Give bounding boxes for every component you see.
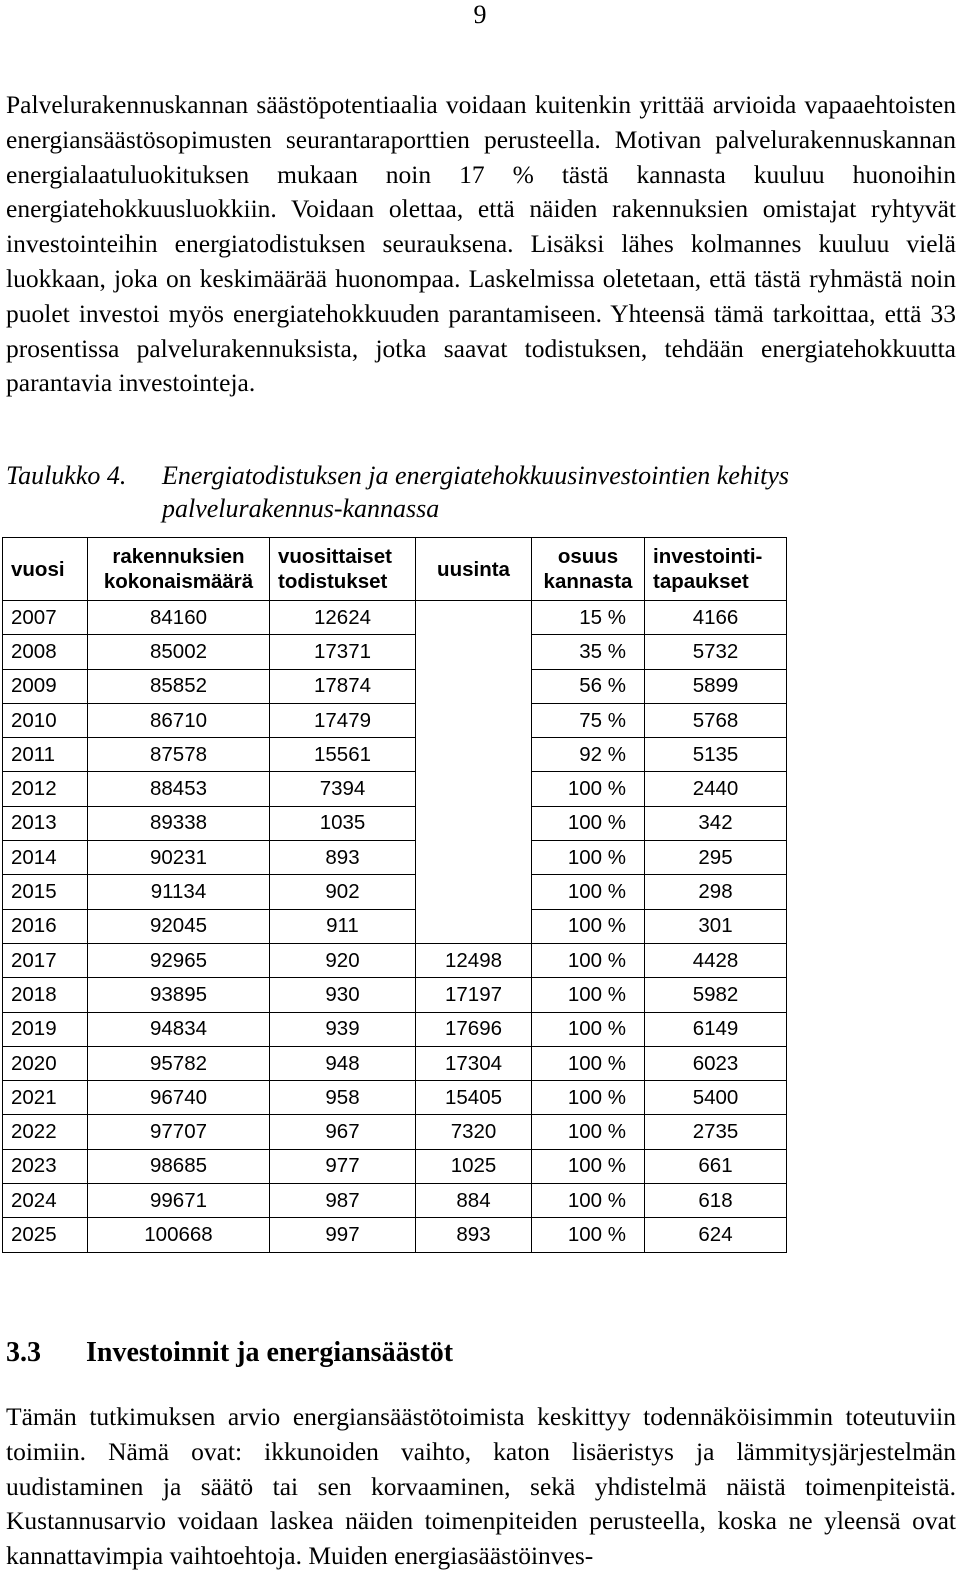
header-year: vuosi bbox=[3, 538, 88, 601]
cell-total-buildings: 91134 bbox=[88, 875, 270, 909]
cell-renewal bbox=[416, 635, 532, 669]
cell-investments: 2440 bbox=[645, 772, 787, 806]
cell-renewal: 7320 bbox=[416, 1115, 532, 1149]
table-row bbox=[3, 669, 787, 703]
intro-paragraph: Palvelurakennuskannan säästöpotentiaalia voidaan kuitenkin yrittää arvioida vapaaehtoisten energiansäästösopimusten seurantaraporttien perusteella. Motivan palvelurakennuskannan energialaatuluokituksen mukaan noin 17 % tästä kannasta kuuluu huonoihin energiatehokkuusluokkiin. Voidaan olettaa, että näiden rakennuksien omistajat ryhtyvät investointeihin energiatodistuksen seurauksena. Lisäksi lähes kolmannes kuuluu vielä luokkaan, joka on keskimäärää huonompaa. Laskelmissa oletetaan, että tästä ryhmästä noin puolet investoi myös energiatehokkuuden parantamiseen. Yhteensä tämä tarkoittaa, että 33 prosentissa palvelurakennuksista, jotka saavat todistuksen, tehdään energiatehokkuutta parantavia investointeja. bbox=[6, 90, 956, 398]
cell-investments: 5982 bbox=[645, 978, 787, 1012]
cell-investments: 4166 bbox=[645, 601, 787, 635]
table-row bbox=[3, 1149, 787, 1183]
table-row bbox=[3, 875, 787, 909]
table-caption-text: Energiatodistuksen ja energiatehokkuusinvestointien kehitys palvelurakennus-kannassa bbox=[162, 461, 789, 523]
header-annual-certificates: vuosittaiset todistukset bbox=[270, 538, 416, 601]
cell-renewal bbox=[416, 601, 532, 635]
cell-investments: 295 bbox=[645, 841, 787, 875]
section-number: 3.3 bbox=[6, 1337, 41, 1368]
cell-renewal: 884 bbox=[416, 1184, 532, 1218]
table-row bbox=[3, 841, 787, 875]
cell-total-buildings: 87578 bbox=[88, 738, 270, 772]
cell-annual-certificates: 920 bbox=[270, 943, 416, 977]
cell-total-buildings: 93895 bbox=[88, 978, 270, 1012]
cell-investments: 5732 bbox=[645, 635, 787, 669]
cell-share: 100 % bbox=[532, 1218, 645, 1252]
cell-share: 100 % bbox=[532, 841, 645, 875]
cell-annual-certificates: 12624 bbox=[270, 601, 416, 635]
cell-renewal bbox=[416, 772, 532, 806]
cell-year: 2012 bbox=[3, 772, 88, 806]
cell-share: 100 % bbox=[532, 806, 645, 840]
cell-share: 100 % bbox=[532, 909, 645, 943]
cell-year: 2011 bbox=[3, 738, 88, 772]
cell-share: 100 % bbox=[532, 978, 645, 1012]
cell-total-buildings: 85852 bbox=[88, 669, 270, 703]
cell-investments: 6023 bbox=[645, 1046, 787, 1080]
cell-renewal: 12498 bbox=[416, 943, 532, 977]
cell-year: 2022 bbox=[3, 1115, 88, 1149]
table-row bbox=[3, 1218, 787, 1252]
cell-year: 2010 bbox=[3, 703, 88, 737]
cell-year: 2015 bbox=[3, 875, 88, 909]
cell-renewal: 1025 bbox=[416, 1149, 532, 1183]
cell-year: 2018 bbox=[3, 978, 88, 1012]
cell-share: 35 % bbox=[532, 635, 645, 669]
cell-renewal bbox=[416, 909, 532, 943]
cell-total-buildings: 86710 bbox=[88, 703, 270, 737]
cell-year: 2020 bbox=[3, 1046, 88, 1080]
section-title: Investoinnit ja energiansäästöt bbox=[86, 1337, 454, 1368]
cell-total-buildings: 84160 bbox=[88, 601, 270, 635]
cell-share: 15 % bbox=[532, 601, 645, 635]
cell-year: 2021 bbox=[3, 1081, 88, 1115]
cell-renewal bbox=[416, 738, 532, 772]
cell-share: 92 % bbox=[532, 738, 645, 772]
cell-share: 100 % bbox=[532, 1046, 645, 1080]
cell-year: 2016 bbox=[3, 909, 88, 943]
cell-annual-certificates: 977 bbox=[270, 1149, 416, 1183]
cell-year: 2008 bbox=[3, 635, 88, 669]
header-total-buildings: rakennuksien kokonaismäärä bbox=[88, 538, 270, 601]
cell-total-buildings: 89338 bbox=[88, 806, 270, 840]
cell-investments: 618 bbox=[645, 1184, 787, 1218]
cell-total-buildings: 98685 bbox=[88, 1149, 270, 1183]
cell-renewal: 17197 bbox=[416, 978, 532, 1012]
cell-total-buildings: 85002 bbox=[88, 635, 270, 669]
cell-total-buildings: 95782 bbox=[88, 1046, 270, 1080]
cell-annual-certificates: 17874 bbox=[270, 669, 416, 703]
page-number: 9 bbox=[473, 0, 487, 29]
cell-total-buildings: 92965 bbox=[88, 943, 270, 977]
cell-renewal bbox=[416, 841, 532, 875]
cell-annual-certificates: 1035 bbox=[270, 806, 416, 840]
cell-total-buildings: 96740 bbox=[88, 1081, 270, 1115]
cell-annual-certificates: 987 bbox=[270, 1184, 416, 1218]
table-header-row bbox=[3, 538, 787, 601]
cell-total-buildings: 92045 bbox=[88, 909, 270, 943]
cell-total-buildings: 100668 bbox=[88, 1218, 270, 1252]
cell-share: 100 % bbox=[532, 1115, 645, 1149]
cell-year: 2023 bbox=[3, 1149, 88, 1183]
cell-renewal bbox=[416, 875, 532, 909]
cell-annual-certificates: 911 bbox=[270, 909, 416, 943]
table-row bbox=[3, 1046, 787, 1080]
cell-year: 2009 bbox=[3, 669, 88, 703]
cell-annual-certificates: 997 bbox=[270, 1218, 416, 1252]
cell-investments: 298 bbox=[645, 875, 787, 909]
cell-share: 75 % bbox=[532, 703, 645, 737]
cell-year: 2013 bbox=[3, 806, 88, 840]
cell-annual-certificates: 17371 bbox=[270, 635, 416, 669]
cell-investments: 5899 bbox=[645, 669, 787, 703]
cell-investments: 301 bbox=[645, 909, 787, 943]
table-row bbox=[3, 806, 787, 840]
cell-annual-certificates: 958 bbox=[270, 1081, 416, 1115]
cell-investments: 2735 bbox=[645, 1115, 787, 1149]
cell-total-buildings: 90231 bbox=[88, 841, 270, 875]
cell-total-buildings: 97707 bbox=[88, 1115, 270, 1149]
cell-total-buildings: 99671 bbox=[88, 1184, 270, 1218]
cell-investments: 624 bbox=[645, 1218, 787, 1252]
header-renewal: uusinta bbox=[416, 538, 532, 601]
table-row bbox=[3, 909, 787, 943]
header-investments: investointi- tapaukset bbox=[645, 538, 787, 601]
cell-renewal: 17696 bbox=[416, 1012, 532, 1046]
table-row bbox=[3, 635, 787, 669]
table-row bbox=[3, 1081, 787, 1115]
cell-total-buildings: 88453 bbox=[88, 772, 270, 806]
cell-share: 56 % bbox=[532, 669, 645, 703]
data-table bbox=[2, 537, 787, 1253]
cell-total-buildings: 94834 bbox=[88, 1012, 270, 1046]
cell-annual-certificates: 902 bbox=[270, 875, 416, 909]
table-row bbox=[3, 1012, 787, 1046]
cell-investments: 5768 bbox=[645, 703, 787, 737]
table-row bbox=[3, 601, 787, 635]
cell-annual-certificates: 893 bbox=[270, 841, 416, 875]
cell-annual-certificates: 930 bbox=[270, 978, 416, 1012]
cell-year: 2025 bbox=[3, 1218, 88, 1252]
cell-share: 100 % bbox=[532, 1149, 645, 1183]
cell-investments: 5135 bbox=[645, 738, 787, 772]
cell-annual-certificates: 948 bbox=[270, 1046, 416, 1080]
outro-paragraph: Tämän tutkimuksen arvio energiansäästötoimista keskittyy todennäköisimmin toteutuviin toimiin. Nämä ovat: ikkunoiden vaihto, katon lisäeristys ja lämmitysjärjestelmän uudistaminen ja säätö tai sen korvaaminen, sekä yhdistelmä näistä toimenpiteistä. Kustannusarvio voidaan laskea näiden toimenpiteiden perusteella, koska ne yleensä ovat kannattavimpia vaihtoehtoja. Muiden energiasäästöinves- bbox=[6, 1402, 956, 1571]
table-row bbox=[3, 943, 787, 977]
cell-year: 2007 bbox=[3, 601, 88, 635]
cell-renewal bbox=[416, 703, 532, 737]
cell-renewal: 15405 bbox=[416, 1081, 532, 1115]
cell-year: 2019 bbox=[3, 1012, 88, 1046]
cell-renewal: 17304 bbox=[416, 1046, 532, 1080]
cell-annual-certificates: 967 bbox=[270, 1115, 416, 1149]
table-label: Taulukko 4. bbox=[6, 461, 127, 490]
cell-investments: 4428 bbox=[645, 943, 787, 977]
cell-year: 2024 bbox=[3, 1184, 88, 1218]
table-row bbox=[3, 772, 787, 806]
cell-share: 100 % bbox=[532, 772, 645, 806]
cell-share: 100 % bbox=[532, 1184, 645, 1218]
cell-investments: 661 bbox=[645, 1149, 787, 1183]
cell-annual-certificates: 15561 bbox=[270, 738, 416, 772]
cell-year: 2017 bbox=[3, 943, 88, 977]
cell-share: 100 % bbox=[532, 943, 645, 977]
table-row bbox=[3, 738, 787, 772]
cell-investments: 5400 bbox=[645, 1081, 787, 1115]
cell-renewal: 893 bbox=[416, 1218, 532, 1252]
cell-annual-certificates: 939 bbox=[270, 1012, 416, 1046]
cell-share: 100 % bbox=[532, 875, 645, 909]
table-row bbox=[3, 1184, 787, 1218]
cell-investments: 6149 bbox=[645, 1012, 787, 1046]
cell-annual-certificates: 7394 bbox=[270, 772, 416, 806]
header-share: osuus kannasta bbox=[532, 538, 645, 601]
cell-share: 100 % bbox=[532, 1081, 645, 1115]
table-row bbox=[3, 703, 787, 737]
cell-share: 100 % bbox=[532, 1012, 645, 1046]
table-row bbox=[3, 978, 787, 1012]
cell-renewal bbox=[416, 806, 532, 840]
section-heading bbox=[6, 1337, 453, 1369]
table-row bbox=[3, 1115, 787, 1149]
cell-annual-certificates: 17479 bbox=[270, 703, 416, 737]
cell-renewal bbox=[416, 669, 532, 703]
cell-investments: 342 bbox=[645, 806, 787, 840]
cell-year: 2014 bbox=[3, 841, 88, 875]
